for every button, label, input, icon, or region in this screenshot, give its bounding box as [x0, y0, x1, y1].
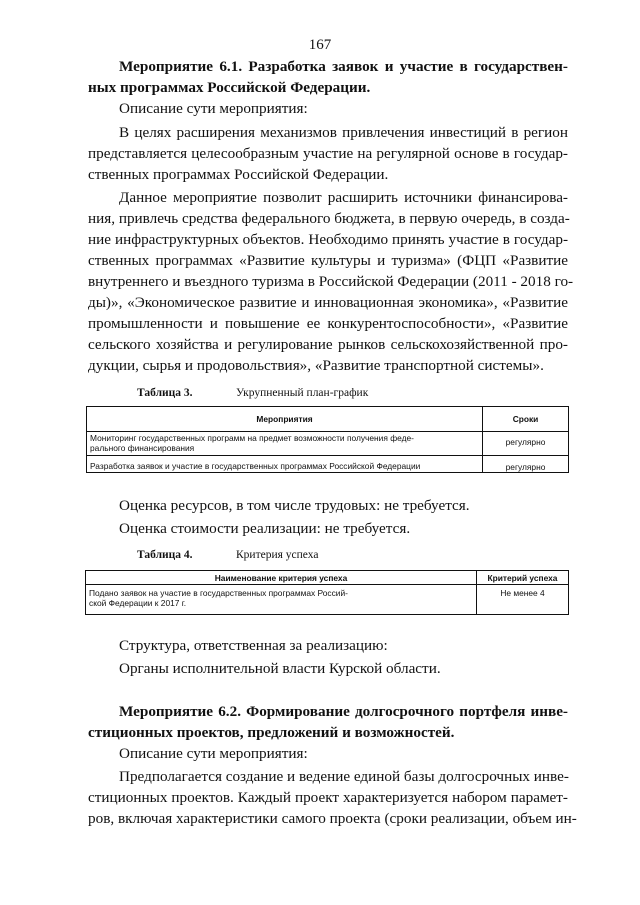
table-header-criterion-value: Критерий успеха	[487, 573, 558, 583]
paragraph-line: ды)», «Экономическое развитие и инновационная экономика», «Развитие	[88, 294, 568, 311]
section-heading-line: Мероприятие 6.2. Формирование долгосрочного портфеля инве-	[119, 703, 568, 720]
schedule-table	[86, 406, 569, 473]
cost-estimate: Оценка стоимости реализации: не требуется.	[119, 520, 411, 537]
table-label: Таблица 4.	[137, 549, 193, 561]
paragraph-line: ния, привлечь средства федерального бюджета, в первую очередь, в созда-	[88, 210, 570, 227]
table-cell-term: регулярно	[505, 437, 546, 447]
responsible-value: Органы исполнительной власти Курской области.	[119, 660, 441, 677]
paragraph-line: ров, включая характеристики самого проекта (сроки реализации, объем ин-	[88, 810, 577, 827]
table-label: Таблица 3.	[137, 387, 193, 399]
paragraph-line: представляется целесообразным участие на регулярной основе в государ-	[88, 145, 568, 162]
table-divider	[87, 431, 568, 432]
table-cell-line: Мониторинг государственных программ на предмет возможности получения феде-	[90, 433, 414, 443]
page-number: 167	[308, 37, 332, 53]
paragraph-line: ственных программах Российской Федерации.	[88, 166, 389, 183]
paragraph-line: внутреннего и въездного туризма в Российской Федерации (2011 - 2018 го-	[88, 273, 574, 290]
table-cell-activity: Разработка заявок и участие в государственных программах Российской Федерации	[90, 461, 421, 471]
table-cell-term: регулярно	[505, 462, 546, 472]
paragraph-line: стиционных проектов. Каждый проект характеризуется набором парамет-	[88, 789, 568, 806]
table-title: Укрупненный план-график	[236, 387, 369, 399]
table-cell-criterion-value: Не менее 4	[500, 588, 545, 598]
table-cell-line: ской Федерации к 2017 г.	[89, 598, 187, 608]
responsible-label: Структура, ответственная за реализацию:	[119, 637, 388, 654]
table-header-terms: Сроки	[512, 414, 539, 424]
paragraph-line: промышленности и повышение ее конкурентоспособности», «Развитие	[88, 315, 568, 332]
table-divider	[87, 455, 568, 456]
table-cell-line: рального финансирования	[90, 443, 195, 453]
table-cell-criterion-name	[89, 588, 474, 608]
resources-estimate: Оценка ресурсов, в том числе трудовых: не требуется.	[119, 497, 470, 514]
paragraph-line: дукции, сырья и продовольствия», «Развитие транспортной системы».	[88, 357, 544, 374]
table-divider	[86, 584, 568, 585]
table-header-activities: Мероприятия	[256, 414, 313, 424]
table-title: Критерия успеха	[236, 549, 319, 561]
description-label: Описание сути мероприятия:	[119, 100, 308, 117]
table-cell-activity	[90, 433, 480, 453]
paragraph-line: Предполагается создание и ведение единой базы долгосрочных инве-	[119, 768, 569, 785]
table-cell-line: Подано заявок на участие в государственных программах Россий-	[89, 588, 348, 598]
paragraph-line: ственных программах «Развитие культуры и туризма» (ФЦП «Развитие	[88, 252, 568, 269]
paragraph-line: В целях расширения механизмов привлечения инвестиций в регион	[119, 124, 568, 141]
description-label: Описание сути мероприятия:	[119, 745, 308, 762]
table-header-criterion-name: Наименование критерия успеха	[214, 573, 348, 583]
paragraph-line: сельского хозяйства и регулирование рынков сельскохозяйственной про-	[88, 336, 568, 353]
section-heading-line: ных программах Российской Федерации.	[88, 79, 371, 96]
success-criteria-table	[85, 570, 569, 615]
paragraph-line: ние инфраструктурных объектов. Необходимо принять участие в государ-	[88, 231, 568, 248]
section-heading-line: стиционных проектов, предложений и возможностей.	[88, 724, 455, 741]
section-heading-line: Мероприятие 6.1. Разработка заявок и участие в государствен-	[119, 58, 568, 75]
paragraph-line: Данное мероприятие позволит расширить источники финансирова-	[119, 189, 568, 206]
